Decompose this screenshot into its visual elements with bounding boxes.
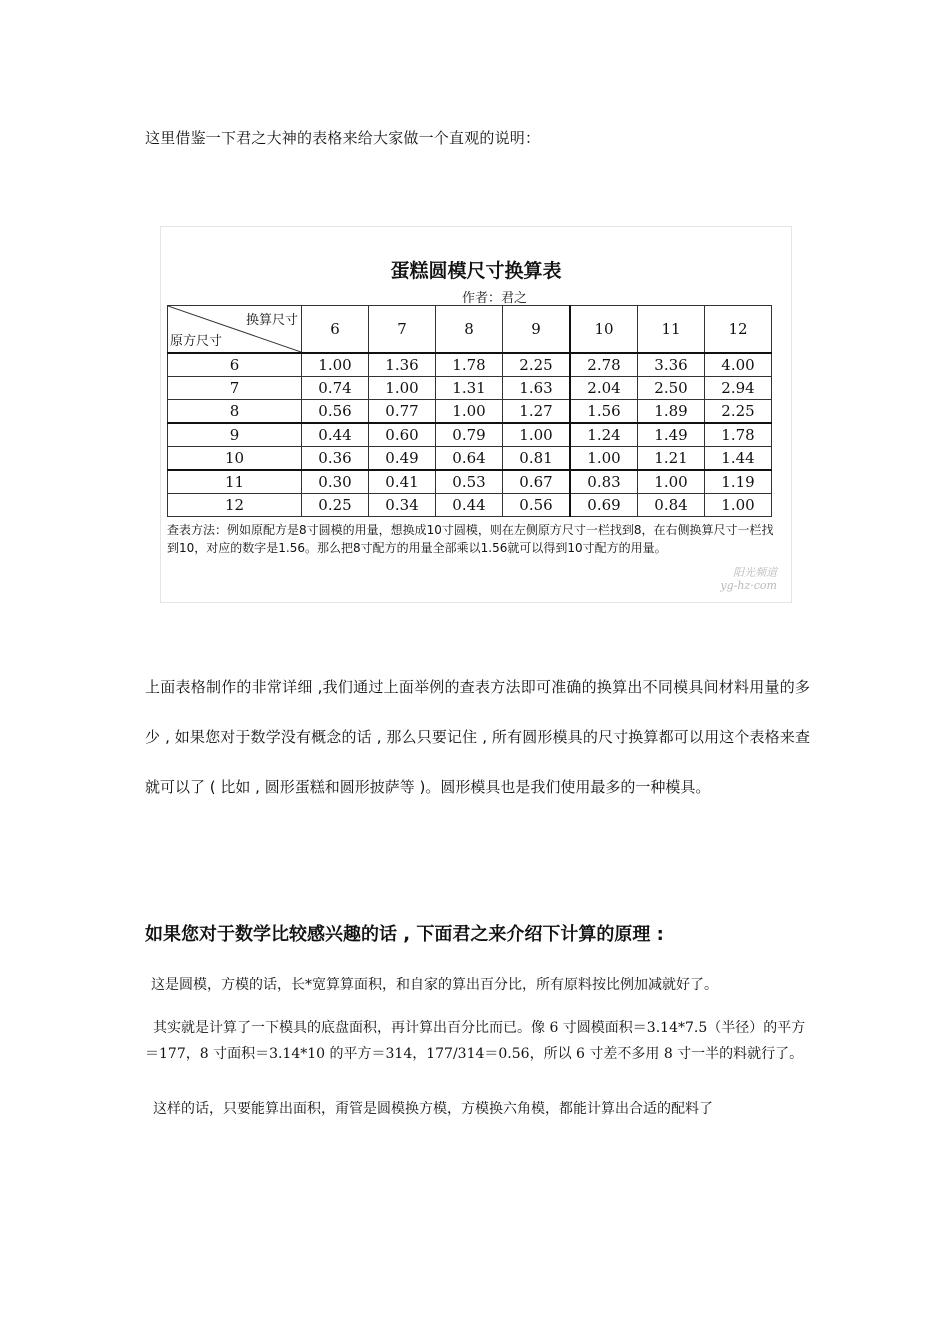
table-cell: 1.31 [436, 377, 503, 400]
table-cell: 1.00 [570, 447, 638, 471]
table-cell: 0.79 [436, 423, 503, 447]
table-cell: 0.60 [369, 423, 436, 447]
table-header-row [168, 306, 772, 354]
row-header: 12 [168, 494, 302, 517]
serif-paragraph-1: 这是圆模，方模的话，长*宽算算面积，和自家的算出百分比，所有原料按比例加减就好了。 [151, 977, 718, 993]
watermark-line2: yg-hz·com [720, 579, 777, 592]
table-row [168, 470, 772, 494]
table-cell: 1.36 [369, 353, 436, 377]
column-header: 8 [436, 306, 503, 354]
watermark [720, 566, 777, 592]
table-cell: 4.00 [705, 353, 772, 377]
table-cell: 1.00 [503, 423, 571, 447]
table-cell: 3.36 [638, 353, 705, 377]
table-cell: 0.25 [302, 494, 369, 517]
table-cell: 0.64 [436, 447, 503, 471]
corner-label-original: 原方尺寸 [170, 334, 223, 349]
table-title: 蛋糕圆模尺寸换算表 [390, 260, 562, 282]
table-cell: 0.77 [369, 400, 436, 424]
table-usage-note: 查表方法：例如原配方是8寸圆模的用量，想换成10寸圆模，则在左侧原方尺寸一栏找到8，在右侧换算尺寸一栏找到10，对应的数字是1.56。那么把8寸配方的用量全部乘以1.56就可以得到10寸配方的用量。 [167, 523, 774, 555]
table-cell: 1.49 [638, 423, 705, 447]
serif-paragraph-3: 这样的话，只要能算出面积，甭管是圆模换方模，方模换六角模，都能计算出合适的配料了 [153, 1101, 713, 1117]
table-cell: 2.50 [638, 377, 705, 400]
table-cell: 1.78 [705, 423, 772, 447]
conversion-table-image [160, 226, 792, 603]
row-header: 10 [168, 447, 302, 471]
table-cell: 0.69 [570, 494, 638, 517]
table-cell: 2.25 [503, 353, 571, 377]
table-cell: 1.24 [570, 423, 638, 447]
explanation-paragraph: 上面表格制作的非常详细 ,我们通过上面举例的查表方法即可准确的换算出不同模具间材料用量的多少 , 如果您对于数学没有概念的话 , 那么只要记住 , 所有圆形模具的尺寸换算都可以用这个表格来查就可以了 ( 比如 , 圆形蛋糕和圆形披萨等 )。圆形模具也是我们使用最多的一种模具。 [145, 678, 810, 796]
table-cell: 0.56 [503, 494, 571, 517]
section-heading: 如果您对于数学比较感兴趣的话 , 下面君之来介绍下计算的原理 : [145, 924, 664, 945]
table-cell: 2.78 [570, 353, 638, 377]
intro-text: 这里借鉴一下君之大神的表格来给大家做一个直观的说明： [145, 129, 541, 147]
serif-paragraph-2: 其实就是计算了一下模具的底盘面积，再计算出百分比而已。像 6 寸圆模面积＝3.14*7.5（半径）的平方＝177，8 寸面积＝3.14*10 的平方＝314，177/314＝0.56，所以 6 寸差不多用 8 寸一半的料就行了。 [145, 1020, 806, 1062]
table-row [168, 423, 772, 447]
row-header: 8 [168, 400, 302, 424]
table-cell: 0.53 [436, 470, 503, 494]
table-cell: 1.44 [705, 447, 772, 471]
row-header: 6 [168, 353, 302, 377]
row-header: 9 [168, 423, 302, 447]
table-cell: 0.84 [638, 494, 705, 517]
column-header: 12 [705, 306, 772, 354]
table-cell: 1.78 [436, 353, 503, 377]
table-cell: 0.36 [302, 447, 369, 471]
row-header: 11 [168, 470, 302, 494]
table-cell: 0.44 [302, 423, 369, 447]
table-cell: 1.63 [503, 377, 571, 400]
column-header: 10 [570, 306, 638, 354]
table-cell: 0.41 [369, 470, 436, 494]
table-row [168, 400, 772, 424]
table-cell: 0.49 [369, 447, 436, 471]
table-cell: 1.00 [369, 377, 436, 400]
column-header: 7 [369, 306, 436, 354]
column-header: 9 [503, 306, 571, 354]
table-cell: 1.56 [570, 400, 638, 424]
table-cell: 0.74 [302, 377, 369, 400]
corner-label-target: 换算尺寸 [245, 313, 298, 328]
table-cell: 0.44 [436, 494, 503, 517]
column-header: 6 [302, 306, 369, 354]
table-row [168, 447, 772, 471]
watermark-line1: 阳光频道 [733, 566, 777, 579]
table-cell: 1.00 [436, 400, 503, 424]
table-cell: 0.81 [503, 447, 571, 471]
table-cell: 2.94 [705, 377, 772, 400]
table-cell: 0.56 [302, 400, 369, 424]
table-row [168, 353, 772, 377]
conversion-table [167, 305, 772, 517]
table-cell: 1.00 [302, 353, 369, 377]
corner-header [168, 306, 302, 354]
table-cell: 1.27 [503, 400, 571, 424]
table-cell: 2.04 [570, 377, 638, 400]
table-cell: 0.34 [369, 494, 436, 517]
table-cell: 0.30 [302, 470, 369, 494]
row-header: 7 [168, 377, 302, 400]
table-cell: 0.83 [570, 470, 638, 494]
table-cell: 1.00 [705, 494, 772, 517]
table-cell: 1.00 [638, 470, 705, 494]
table-row [168, 377, 772, 400]
table-row [168, 494, 772, 517]
table-cell: 2.25 [705, 400, 772, 424]
table-author: 作者：君之 [462, 291, 528, 306]
table-cell: 1.21 [638, 447, 705, 471]
table-cell: 1.89 [638, 400, 705, 424]
table-cell: 0.67 [503, 470, 571, 494]
column-header: 11 [638, 306, 705, 354]
table-cell: 1.19 [705, 470, 772, 494]
